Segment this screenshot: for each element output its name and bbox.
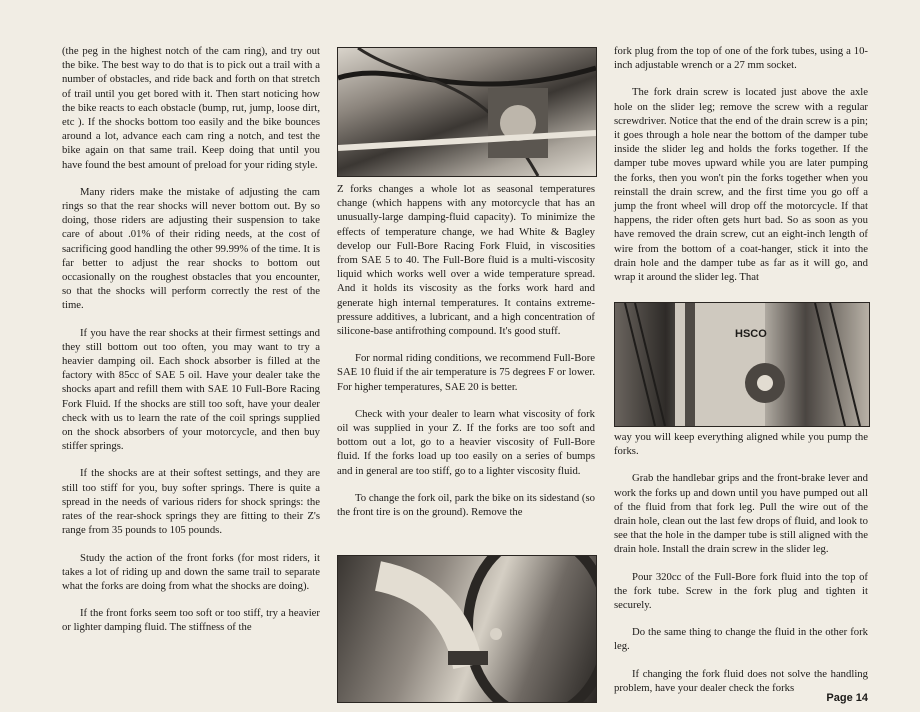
- paragraph: Grab the handlebar grips and the front-brake lever and work the forks up and down until you have pumped out all of the fluid from that fork leg. Pull the wire out of the drain hole, clean out the last few drops of fluid, and look to see that the hole in the damper tube is still aligned with the drain hole. Install the drain screw in the slider leg.: [614, 472, 868, 556]
- photo-drain-screw: [337, 555, 597, 703]
- paragraph: To change the fork oil, park the bike on its sidestand (so the front tire is on the ground). Remove the: [337, 491, 595, 519]
- paragraph: Study the action of the front forks (for most riders, it takes a lot of riding up and down the same trail to separate what the forks are doing from what the shocks are doing).: [62, 551, 320, 592]
- text-column-1: [62, 44, 320, 648]
- paragraph: Check with your dealer to learn what viscosity of fork oil was supplied in your Z. If the forks are too soft and bottom out a lot, go to a heavier viscosity of Full-Bore fluid. If the forks load up too easily on a series of bumps and in general are too stiff, go to a lighter viscosity fluid.: [337, 407, 595, 477]
- paragraph: Pour 320cc of the Full-Bore fork fluid into the top of the fork tube. Screw in the fork plug and tighten it securely.: [614, 570, 868, 612]
- paragraph: fork plug from the top of one of the fork tubes, using a 10-inch adjustable wrench or a 27 mm socket.: [614, 45, 868, 72]
- paragraph: Z forks changes a whole lot as seasonal temperatures change (which happens with any motorcycle that has an unusually-large damping-fluid capacity). To minimize the effects of temperature change, we had White & Bagley develop our Full-Bore Racing Fork Fluid, in viscosities from SAE 5 to 40. The Full-Bore fluid is a multi-viscosity liquid which works well over a wide temperature spread. And it holds its viscosity as the forks work hard and generate high internal temperatures. It contains extreme-pressure additives, a lubricant, and a high concentration of silicone-base antifrothing compound. It's good stuff.: [337, 183, 595, 338]
- paragraph: The fork drain screw is located just above the axle hole on the slider leg; remove the screw with a regular screwdriver. Notice that the end of the drain screw is a pin; it goes through a hole near the bottom of the damper tube inside the slider leg and holds the forks together. If the damper tube moves upward while you are later pumping the forks, then you won't pin the forks together when you reinstall the drain screw, and the first time you go off a jump the front wheel will drop off the motorcycle. If that happens, the rider often gets hurt bad. So as soon as you have removed the drain screw, cut an eight-inch length of wire from the bottom of a coat-hanger, stick it into the drain hole and the damper tube as far as it will go, and wrap it around the slider leg. That: [614, 86, 868, 284]
- paragraph: way you will keep everything aligned while you pump the forks.: [614, 431, 868, 458]
- paragraph: If the front forks seem too soft or too stiff, try a heavier or lighter damping fluid. The stiffness of the: [62, 607, 320, 634]
- fork-brand-label: HSCO: [735, 328, 767, 340]
- text-column-3-continued: [614, 430, 868, 708]
- text-column-3: [614, 44, 868, 297]
- paragraph: If you have the rear shocks at their firmest settings and they still bottom out too often, you may want to try a heavier damping oil. Each shock absorber is filled at the factory with 85cc of SAE 5 oil. Have your dealer take the shocks apart and refill them with SAE 10 Full-Bore Racing Fork Fluid. If the shocks are still too soft, have your dealer check with us to learn the rate of the coil springs supplied on the shock absorbers of your motorcycle, and then buy stiffer springs.: [62, 326, 320, 453]
- paragraph: (the peg in the highest notch of the cam ring), and try out the bike. The best way to do that is to pick out a trail with a number of obstacles, and ride back and forth on that stretch of trail until you get bored with it. Then start noticing how the bike reacts to each obstacle (bump, rut, jump, loose dirt, etc ). If the shocks bottom too easily and the bike bounces around a lot, advance each cam ring a notch, and test the bike again on that same trail. Keep doing that until you have found the best amount of preload for your riding style.: [62, 45, 320, 171]
- photo-slider-leg: [614, 302, 870, 427]
- photo-fork-top: [337, 47, 597, 177]
- text-column-2: [337, 182, 595, 532]
- page-number: Page 14: [826, 692, 868, 704]
- paragraph: If changing the fork fluid does not solve the handling problem, have your dealer check the forks: [614, 667, 868, 694]
- paragraph: For normal riding conditions, we recommend Full-Bore SAE 10 fluid if the air temperature is 75 degrees F or lower. For higher temperatures, SAE 20 is better.: [337, 352, 595, 393]
- paragraph: Many riders make the mistake of adjusting the cam rings so that the rear shocks will never bottom out. By so doing, those riders are adjusting their suspension to take care of about .01% of their riding needs, at the cost of sacrificing good handling the other 99.99% of the time. It is far better to adjust the rear shocks to bottom out occasionally on the roughest obstacles that you encounter, so that the shocks will perform correctly the rest of the time.: [62, 185, 320, 312]
- paragraph: Do the same thing to change the fluid in the other fork leg.: [614, 626, 868, 653]
- paragraph: If the shocks are at their softest settings, and they are still too stiff for you, buy softer springs. There is quite a spread in the needs of various riders for shock springs: the rates of the rear-shock springs they are fitting to their Z's range from 35 pounds to 105 pounds.: [62, 467, 320, 537]
